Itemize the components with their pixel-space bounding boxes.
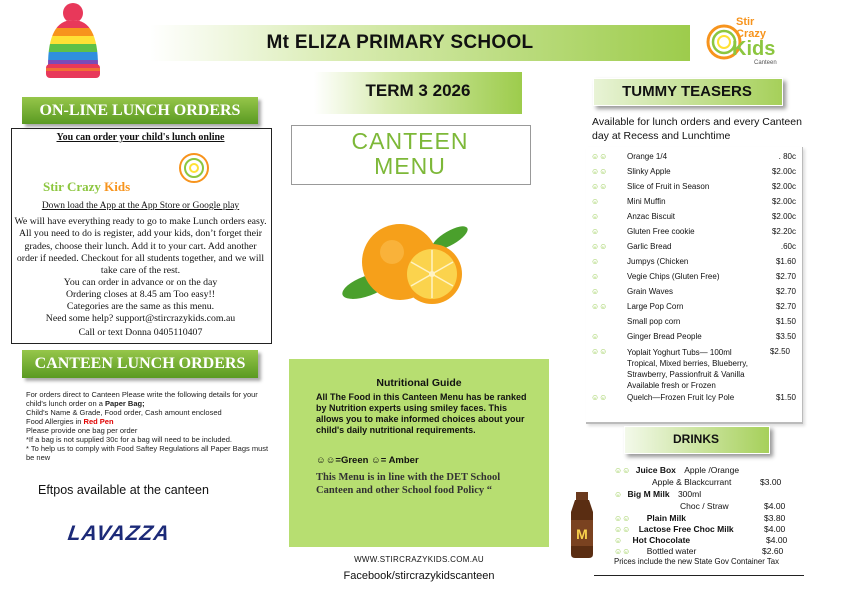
menu-item-name: Grain Waves bbox=[627, 287, 673, 296]
menu-item-price: $2.70 bbox=[775, 287, 796, 296]
menu-item-price: $3.50 bbox=[775, 332, 796, 341]
online-call: Call or text Donna 0405110407 bbox=[78, 327, 203, 338]
smiley-icon: ☺ bbox=[591, 287, 600, 296]
menu-item-name: Yoplait Yoghurt Tubs— 100ml Tropical, Mixed berries, Blueberry, Strawberry, Passionfruit & Vanilla Available fresh or Frozen bbox=[627, 348, 748, 390]
menu-item-name: Slinky Apple bbox=[627, 167, 671, 176]
online-logo-icon bbox=[178, 152, 210, 184]
website-link[interactable]: WWW.STIRCRAZYKIDS.COM.AU bbox=[354, 555, 484, 564]
menu-item-name: Slice of Fruit in Season bbox=[627, 182, 710, 191]
smiley-icon: ☺☺ bbox=[591, 167, 608, 176]
smiley-icon: ☺☺ bbox=[591, 242, 608, 251]
smiley-icon: ☺ bbox=[591, 197, 600, 206]
brand-crazy: Crazy bbox=[66, 179, 105, 194]
smiley-icon: ☺☺ bbox=[614, 466, 631, 475]
drink-price: $3.80 bbox=[764, 513, 786, 523]
menu-item-name: Gluten Free cookie bbox=[627, 227, 695, 236]
canteen-orders-p1 bbox=[26, 390, 278, 408]
logo-canteen: Canteen bbox=[754, 60, 777, 66]
online-line-3: Categories are the same as this menu. bbox=[66, 301, 215, 312]
menu-item-price: $2.00c bbox=[771, 167, 796, 176]
menu-item-price: $2.20c bbox=[771, 227, 796, 236]
menu-item-price: $2.00c bbox=[771, 197, 796, 206]
drink-juice-box-line-2 bbox=[652, 477, 792, 487]
drink-juice-box bbox=[614, 465, 814, 475]
drink-big-m-line-2 bbox=[680, 501, 790, 511]
canteen-orders-text bbox=[26, 390, 278, 462]
drink-name: Bottled water bbox=[646, 546, 697, 556]
canteen-orders-p3 bbox=[26, 417, 278, 426]
drink-hot-chocolate bbox=[614, 535, 814, 545]
drink-big-m bbox=[614, 489, 814, 499]
online-brand bbox=[43, 179, 130, 195]
drink-price: $4.00 bbox=[764, 524, 786, 534]
online-line-2: Ordering closes at 8.45 am Too easy!! bbox=[65, 289, 216, 300]
menu-item-name: Orange 1/4 bbox=[627, 152, 668, 161]
nutrition-legend: ☺☺=Green ☺= Amber bbox=[316, 455, 419, 466]
brand-kids: Kids bbox=[104, 179, 131, 194]
menu-item-name: Mini Muffin bbox=[627, 197, 666, 206]
smiley-icon: ☺ bbox=[591, 257, 600, 266]
drink-price: $3.00 bbox=[760, 477, 782, 487]
red-pen-label: Red Pen bbox=[83, 417, 114, 426]
online-download: Down load the App at the App Store or Google play bbox=[41, 201, 240, 211]
smiley-icon: ☺☺ bbox=[614, 547, 631, 556]
orange-image bbox=[332, 198, 482, 322]
milk-bottle-image bbox=[567, 492, 597, 558]
drink-desc: Choc / Straw bbox=[680, 501, 729, 511]
drink-desc: Apple & Blackcurrant bbox=[652, 477, 732, 487]
menu-item-price: $2.70 bbox=[775, 302, 796, 311]
menu-item-name: Small pop corn bbox=[627, 317, 681, 326]
menu-item-name: Large Pop Corn bbox=[627, 302, 684, 311]
logo-crazy: Crazy bbox=[736, 28, 766, 40]
smiley-icon: ☺☺ bbox=[591, 393, 608, 402]
menu-item-price: $2.00c bbox=[771, 212, 796, 221]
canteen-orders-p2: Child's Name & Grade, Food order, Cash amount enclosed bbox=[26, 408, 222, 417]
teasers-list bbox=[591, 152, 796, 420]
drink-desc: 300ml bbox=[677, 489, 702, 499]
smiley-icon: ☺☺ bbox=[614, 525, 631, 534]
menu-item-price: $2.50 bbox=[769, 347, 790, 356]
lavazza-logo: LAVAZZA bbox=[66, 522, 172, 545]
drink-name: Hot Chocolate bbox=[632, 535, 691, 545]
stir-crazy-kids-logo bbox=[702, 16, 782, 72]
school-title: Mt ELIZA PRIMARY SCHOOL bbox=[266, 32, 534, 53]
logo-kids: Kids bbox=[732, 38, 776, 60]
canteen-orders-header: CANTEEN LUNCH ORDERS bbox=[22, 350, 258, 378]
logo-stir: Stir bbox=[736, 16, 755, 28]
smiley-icon: ☺☺ bbox=[591, 182, 608, 191]
smiley-icon: ☺ bbox=[591, 272, 600, 281]
term-title: TERM 3 2026 bbox=[365, 81, 471, 100]
canteen-orders-p1-text: For orders direct to Canteen Please write the following details for your child's lunch order on a bbox=[26, 390, 258, 408]
drink-price: $4.00 bbox=[766, 535, 788, 545]
online-body: We will have everything ready to go to make Lunch orders easy. All you need to do is register, add your kids, don’t forget their grades, choose their lunch. Add it to your cart. Add another order if needed. Checkout for all students together, and we will take care of the rest. bbox=[14, 216, 267, 277]
smiley-icon: ☺☺ bbox=[591, 347, 608, 356]
menu-item-price: $2.70 bbox=[775, 272, 796, 281]
menu-item-name: Vegie Chips (Gluten Free) bbox=[627, 272, 720, 281]
drinks-tax-note: Prices include the new State Gov Container Tax bbox=[614, 557, 779, 566]
drink-desc: Apple /Orange bbox=[684, 465, 740, 475]
paper-bag-label: Paper Bag; bbox=[104, 399, 145, 408]
menu-item-name: Garlic Bread bbox=[627, 242, 672, 251]
menu-item-price: . 80c bbox=[778, 152, 796, 161]
menu-item-price: $1.50 bbox=[775, 393, 796, 402]
online-line-1: You can order in advance or on the day bbox=[63, 277, 218, 288]
nutrition-det-note: This Menu is in line with the DET School Canteen and other School food Policy “ bbox=[316, 472, 501, 496]
tummy-teasers-header: TUMMY TEASERS bbox=[622, 83, 752, 100]
drink-name: Plain Milk bbox=[646, 513, 686, 523]
nutrition-title: Nutritional Guide bbox=[376, 377, 462, 389]
beanie-image bbox=[42, 2, 104, 80]
facebook-link[interactable]: Facebook/stircrazykidscanteen bbox=[343, 570, 495, 582]
eftpos-note: Eftpos available at the canteen bbox=[38, 483, 209, 497]
menu-item-name: Quelch—Frozen Fruit Icy Pole bbox=[627, 393, 735, 402]
online-lead: You can order your child's lunch online bbox=[56, 132, 225, 143]
menu-item-price: $1.50 bbox=[775, 317, 796, 326]
smiley-icon: ☺ bbox=[591, 227, 600, 236]
canteen-menu-line-2: MENU bbox=[374, 153, 446, 179]
drink-bottled-water bbox=[614, 546, 814, 556]
drink-name: Lactose Free Choc Milk bbox=[638, 524, 734, 534]
teasers-intro: Available for lunch orders and every Canteen day at Recess and Lunchtime bbox=[592, 116, 802, 142]
menu-item-price: .60c bbox=[780, 242, 796, 251]
drinks-header: DRINKS bbox=[672, 432, 719, 446]
canteen-menu-line-1: CANTEEN bbox=[351, 128, 469, 154]
smiley-icon: ☺☺ bbox=[591, 152, 608, 161]
canteen-orders-p5: *If a bag is not supplied 30c for a bag will need to be included. bbox=[26, 435, 232, 444]
online-help: Need some help? support@stircrazykids.com.au bbox=[45, 313, 236, 324]
nutrition-body: All The Food in this Canteen Menu has be ranked by Nutrition experts using smiley faces. This allows you to make informed choices about your child's daily nutritional requirements. bbox=[316, 392, 527, 435]
smiley-icon: ☺☺ bbox=[591, 302, 608, 311]
drink-name: Juice Box bbox=[635, 465, 676, 475]
drink-name: Big M Milk bbox=[627, 489, 670, 499]
smiley-icon: ☺ bbox=[614, 490, 623, 499]
menu-item-price: $1.60 bbox=[775, 257, 796, 266]
svg-text:M: M bbox=[576, 526, 588, 542]
brand-stir: Stir bbox=[43, 179, 67, 194]
drinks-divider bbox=[594, 575, 804, 576]
menu-item-name: Jumpys (Chicken bbox=[627, 257, 689, 266]
canteen-orders-p4: Please provide one bag per order bbox=[26, 426, 138, 435]
menu-item-price: $2.00c bbox=[771, 182, 796, 191]
menu-item-name: Ginger Bread People bbox=[627, 332, 702, 341]
drink-price: $4.00 bbox=[764, 501, 786, 511]
online-orders-header: ON-LINE LUNCH ORDERS bbox=[22, 97, 258, 124]
smiley-icon: ☺☺ bbox=[614, 514, 631, 523]
drink-lactose-free bbox=[614, 524, 814, 534]
menu-item-name: Anzac Biscuit bbox=[627, 212, 676, 221]
drink-plain-milk bbox=[614, 513, 814, 523]
smiley-icon: ☺ bbox=[591, 212, 600, 221]
drink-price: $2.60 bbox=[762, 546, 784, 556]
canteen-orders-p3-text: Food Allergies in bbox=[26, 417, 84, 426]
smiley-icon: ☺ bbox=[614, 536, 623, 545]
canteen-orders-p6: * To help us to comply with Food Saftey Regulations all Paper Bags must be new bbox=[26, 444, 269, 462]
smiley-icon: ☺ bbox=[591, 332, 600, 341]
